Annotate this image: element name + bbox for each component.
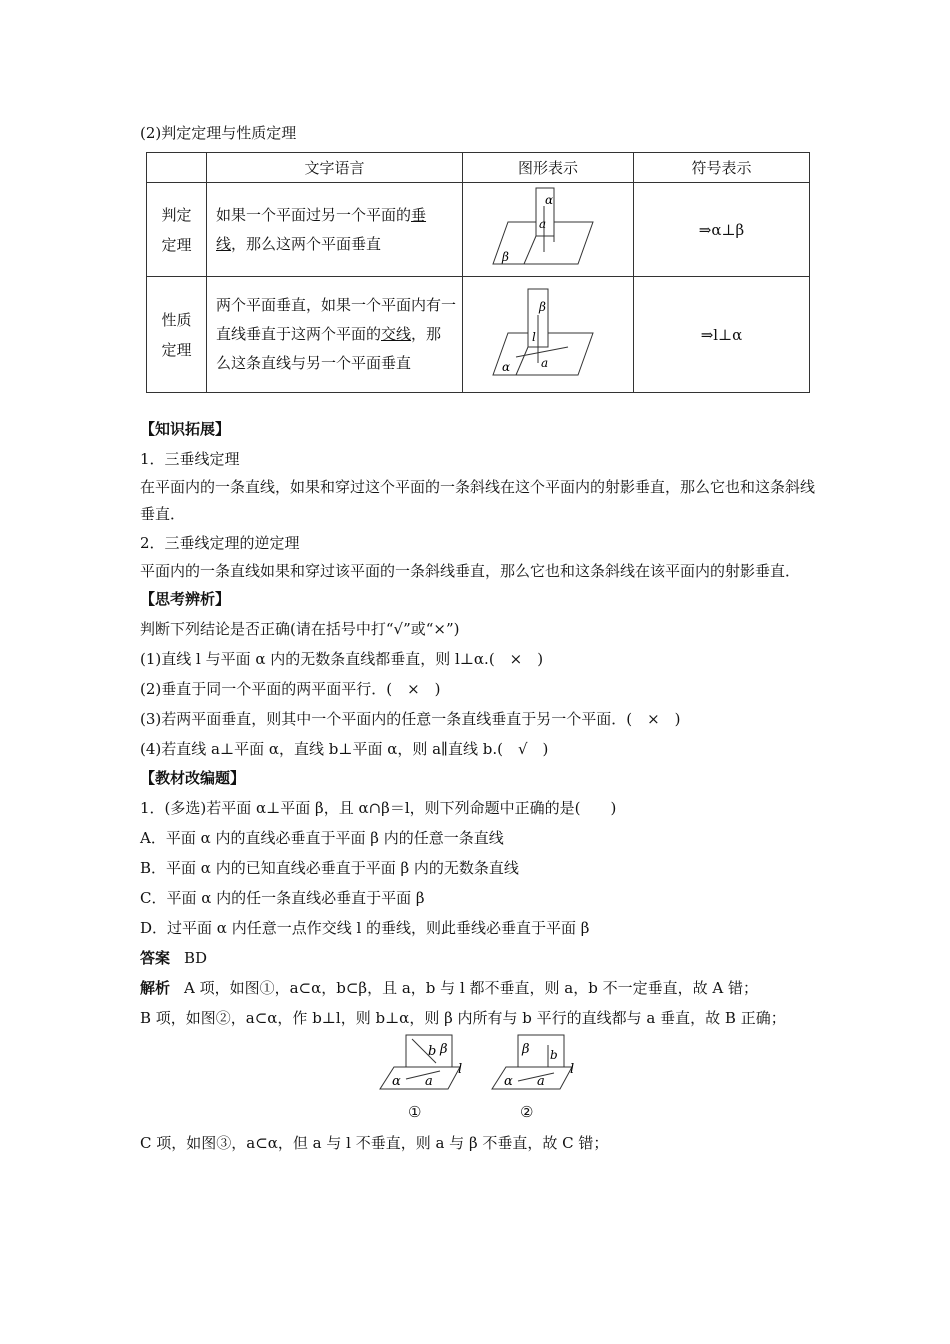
analysis-line: C 项，如图③，a⊂α，但 a 与 l 不垂直，则 a 与 β 不垂直，故 C 错； [140, 1134, 609, 1152]
fig1-label-beta: β [440, 1042, 448, 1057]
label-beta: β [539, 299, 546, 314]
row-name-property: 性质 定理 [147, 277, 207, 393]
textbook-question: 1．(多选)若平面 α⊥平面 β，且 α∩β＝l，则下列命题中正确的是( ) [140, 799, 617, 817]
fig1-line-a [406, 1071, 440, 1079]
row-text: 两个平面垂直，如果一个平面内有一直线垂直于这两个平面的交线，那么这条直线与另一个平面垂直 [207, 277, 463, 393]
header-empty [147, 153, 207, 183]
header-figure: 图形表示 [463, 153, 634, 183]
figure-caption-1: ① [408, 1103, 422, 1121]
option-d: D．过平面 α 内任意一点作交线 l 的垂线，则此垂线必垂直于平面 β [140, 919, 590, 937]
fig2-line-a [518, 1073, 554, 1081]
option-a: A．平面 α 内的直线必垂直于平面 β 内的任意一条直线 [140, 829, 504, 847]
textbook-heading: 【教材改编题】 [140, 769, 246, 787]
extension-item2-title: 2．三垂线定理的逆定理 [140, 534, 300, 552]
thinking-intro: 判断下列结论是否正确(请在括号中打“√”或“×”) [140, 620, 460, 638]
extension-item2-text: 平面内的一条直线如果和穿过该平面的一条斜线垂直，那么它也和这条斜线在该平面内的射影垂直． [140, 562, 801, 580]
theorem-table [146, 152, 810, 393]
label-beta: β [502, 249, 509, 264]
fig2-label-l: l [570, 1062, 575, 1077]
header-symbol: 符号表示 [634, 153, 810, 183]
fig2-label-alpha: α [504, 1074, 513, 1089]
analysis-figures [370, 1033, 580, 1128]
figure-cell [463, 183, 634, 277]
answer-line [140, 943, 820, 973]
fig1-label-a: a [425, 1074, 433, 1089]
analysis-line: B 项，如图②，a⊂α，作 b⊥l，则 b⊥α，则 β 内所有与 b 平行的直线都与 a 垂直，故 B 正确； [140, 1009, 786, 1027]
table-row [147, 277, 810, 393]
fig2-label-a: a [537, 1074, 545, 1089]
underlined-term: 垂线 [216, 205, 427, 253]
extension-heading: 【知识拓展】 [140, 420, 231, 438]
label-a: a [541, 355, 549, 370]
row-name-judgement: 判定 定理 [147, 183, 207, 277]
perpendicular-planes-figure-1 [478, 184, 618, 272]
row-text: 如果一个平面过另一个平面的垂线，那么这两个平面垂直 [207, 183, 463, 277]
figure-1-2-drawings [370, 1033, 580, 1103]
underlined-term: 交线 [381, 325, 412, 343]
perpendicular-planes-figure-2 [478, 281, 618, 385]
option-b: B．平面 α 内的已知直线必垂直于平面 β 内的无数条直线 [140, 859, 519, 877]
fig1-label-alpha: α [392, 1074, 401, 1089]
figure-caption-2: ② [520, 1103, 534, 1121]
label-alpha: α [545, 192, 554, 207]
fig2-label-beta: β [522, 1042, 530, 1057]
table-row [147, 183, 810, 277]
extension-item1-text: 在平面内的一条直线，如果和穿过这个平面的一条斜线在这个平面内的射影垂直，那么它也和这条斜线垂直． [140, 478, 816, 523]
thinking-item: (4)若直线 a⊥平面 α，直线 b⊥平面 α，则 a∥直线 b.( √ ) [140, 740, 549, 758]
fig1-label-l: l [458, 1062, 463, 1077]
analysis-line: 解析 A 项，如图①，a⊂α，b⊂β，且 a，b 与 l 都不垂直，则 a，b 不一定垂直，故 A 错； [140, 979, 758, 997]
fig2-label-b: b [550, 1048, 558, 1062]
label-alpha: α [502, 359, 511, 374]
answer-label: 答案 [140, 949, 171, 967]
option-c: C．平面 α 内的任一条直线必垂直于平面 β [140, 889, 425, 907]
thinking-item: (3)若两平面垂直，则其中一个平面内的任意一条直线垂直于另一个平面．( × ) [140, 710, 681, 728]
table-header-row [147, 153, 810, 183]
thinking-item: (1)直线 l 与平面 α 内的无数条直线都垂直，则 l⊥α.( × ) [140, 650, 544, 668]
answer-value: BD [184, 949, 208, 967]
thinking-heading: 【思考辨析】 [140, 590, 231, 608]
label-a: a [539, 216, 547, 231]
document-page [140, 120, 820, 1158]
section-title: (2)判定定理与性质定理 [140, 124, 297, 142]
symbol-cell: ⇒α⊥β [634, 183, 810, 277]
fig1-label-b: b [428, 1044, 437, 1059]
analysis-label: 解析 [140, 979, 171, 997]
figure-cell [463, 277, 634, 393]
thinking-item: (2)垂直于同一个平面的两平面平行．( × ) [140, 680, 441, 698]
extension-item1-title: 1．三垂线定理 [140, 450, 240, 468]
header-text-language: 文字语言 [207, 153, 463, 183]
symbol-cell: ⇒l⊥α [634, 277, 810, 393]
label-l: l [532, 329, 536, 344]
